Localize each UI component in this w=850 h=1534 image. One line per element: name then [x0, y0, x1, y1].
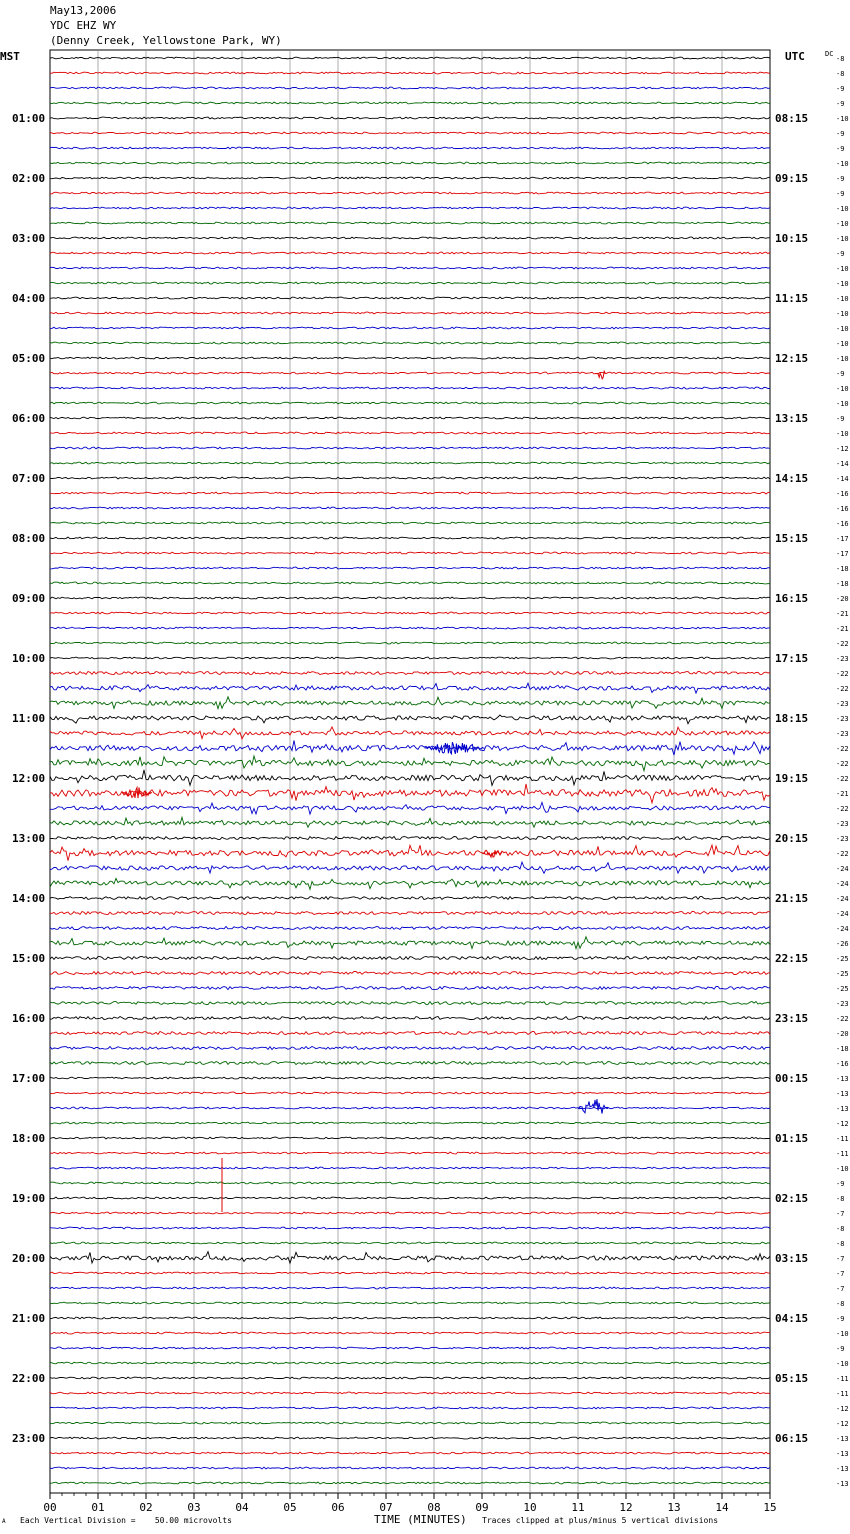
- dc-offset-label: -8: [836, 1240, 845, 1248]
- left-time-label: 11:00: [12, 712, 46, 725]
- dc-offset-label: -11: [836, 1150, 849, 1158]
- right-time-label: 16:15: [775, 592, 809, 605]
- x-tick-label: 10: [523, 1501, 537, 1514]
- dc-offset-label: -7: [836, 1210, 845, 1218]
- seismic-trace: [50, 1182, 770, 1184]
- seismic-trace: [50, 1017, 770, 1020]
- left-time-label: 21:00: [12, 1312, 46, 1325]
- x-tick-label: 15: [763, 1501, 777, 1514]
- x-tick-label: 06: [331, 1501, 345, 1514]
- seismic-trace: [50, 57, 770, 59]
- seismic-trace: [50, 912, 770, 915]
- left-time-label: 09:00: [12, 592, 46, 605]
- seismic-trace: [50, 1032, 770, 1035]
- dc-offset-label: -22: [836, 640, 849, 648]
- dc-offset-label: -17: [836, 550, 849, 558]
- seismic-trace: [50, 642, 770, 644]
- seismic-trace: [50, 312, 770, 314]
- seismic-trace: [50, 802, 770, 814]
- dc-offset-label: -14: [836, 460, 849, 468]
- dc-offset-label: -10: [836, 400, 849, 408]
- header-location: (Denny Creek, Yellowstone Park, WY): [50, 34, 282, 47]
- dc-offset-label: -23: [836, 700, 849, 708]
- dc-offset-label: -22: [836, 745, 849, 753]
- x-axis-title: TIME (MINUTES): [374, 1513, 467, 1526]
- left-timezone-label: MST: [0, 50, 20, 63]
- right-time-label: 15:15: [775, 532, 809, 545]
- dc-offset-label: -18: [836, 565, 849, 573]
- dc-offset-label: -8: [836, 55, 845, 63]
- seismic-trace: [50, 162, 770, 164]
- x-tick-label: 00: [43, 1501, 57, 1514]
- left-time-label: 23:00: [12, 1432, 46, 1445]
- seismic-trace: [50, 697, 770, 709]
- dc-offset-label: -8: [836, 1300, 845, 1308]
- right-time-label: 22:15: [775, 952, 809, 965]
- seismic-trace: [50, 1107, 770, 1109]
- dc-offset-label: -21: [836, 790, 849, 798]
- dc-offset-label: -24: [836, 910, 849, 918]
- dc-offset-label: -9: [836, 100, 845, 108]
- dc-offset-label: -16: [836, 1060, 849, 1068]
- dc-offset-label: -16: [836, 490, 849, 498]
- seismic-trace: [50, 1422, 770, 1424]
- seismic-trace: [50, 1392, 770, 1394]
- left-time-label: 15:00: [12, 952, 46, 965]
- seismic-trace: [50, 1227, 770, 1229]
- left-time-label: 20:00: [12, 1252, 46, 1265]
- dc-offset-label: -24: [836, 865, 849, 873]
- left-time-label: 04:00: [12, 292, 46, 305]
- chart-grid: [50, 50, 770, 1493]
- seismic-trace: [50, 87, 770, 89]
- dc-offset-label: -10: [836, 1165, 849, 1173]
- dc-offset-label: -22: [836, 760, 849, 768]
- seismic-trace: [50, 327, 770, 329]
- plot-frame: [50, 50, 770, 1493]
- seismic-trace: [50, 537, 770, 539]
- seismic-trace: [50, 357, 770, 359]
- header-station: YDC EHZ WY: [50, 19, 117, 32]
- right-time-label: 23:15: [775, 1012, 809, 1025]
- dc-offset-label: -14: [836, 475, 849, 483]
- dc-offset-label: -13: [836, 1480, 849, 1488]
- seismic-trace: [50, 462, 770, 464]
- seismic-trace: [50, 1407, 770, 1409]
- dc-offset-label: -9: [836, 1180, 845, 1188]
- dc-offset-label: -12: [836, 1120, 849, 1128]
- left-time-label: 01:00: [12, 112, 46, 125]
- seismic-trace: [50, 972, 770, 975]
- seismic-trace: [50, 342, 770, 344]
- x-tick-label: 05: [283, 1501, 297, 1514]
- axis-labels: [12, 55, 849, 1514]
- seismic-trace: [50, 552, 770, 554]
- dc-offset-label: -20: [836, 1030, 849, 1038]
- seismic-trace: [50, 1152, 770, 1154]
- dc-offset-label: -10: [836, 205, 849, 213]
- dc-offset-label: -9: [836, 1345, 845, 1353]
- dc-offset-label: -10: [836, 115, 849, 123]
- seismic-trace: [50, 147, 770, 149]
- right-time-label: 04:15: [775, 1312, 809, 1325]
- seismic-trace: [50, 507, 770, 509]
- dc-offset-label: -17: [836, 535, 849, 543]
- seismic-trace: [50, 897, 770, 900]
- dc-offset-label: -8: [836, 1195, 845, 1203]
- seismic-trace: [50, 657, 770, 659]
- dc-offset-label: -10: [836, 355, 849, 363]
- dc-offset-label: -12: [836, 1420, 849, 1428]
- seismic-event: [122, 787, 152, 798]
- dc-offset-label: -13: [836, 1435, 849, 1443]
- seismic-trace: [50, 1092, 770, 1094]
- seismic-trace: [50, 237, 770, 239]
- seismic-trace: [50, 1437, 770, 1439]
- seismic-trace: [50, 1452, 770, 1454]
- seismic-trace: [50, 770, 770, 786]
- dc-offset-label: -23: [836, 1000, 849, 1008]
- x-tick-label: 08: [427, 1501, 441, 1514]
- dc-offset-label: -9: [836, 190, 845, 198]
- right-time-label: 03:15: [775, 1252, 809, 1265]
- dc-offset-label: -7: [836, 1285, 845, 1293]
- dc-offset-label: -12: [836, 445, 849, 453]
- dc-offset-label: -20: [836, 595, 849, 603]
- dc-offset-label: -10: [836, 340, 849, 348]
- dc-offset-label: -10: [836, 1330, 849, 1338]
- dc-offset-label: -22: [836, 685, 849, 693]
- right-time-label: 06:15: [775, 1432, 809, 1445]
- seismic-trace: [50, 222, 770, 224]
- left-time-label: 07:00: [12, 472, 46, 485]
- seismic-trace: [50, 387, 770, 389]
- dc-offset-label: -25: [836, 970, 849, 978]
- seismic-trace: [50, 492, 770, 494]
- seismic-trace: [50, 1212, 770, 1214]
- dc-offset-label: -10: [836, 1360, 849, 1368]
- dc-offset-label: -10: [836, 385, 849, 393]
- seismic-trace: [50, 447, 770, 449]
- left-time-label: 06:00: [12, 412, 46, 425]
- seismic-trace: [50, 282, 770, 284]
- seismic-trace: [50, 672, 770, 675]
- dc-offset-label: -9: [836, 250, 845, 258]
- dc-offset-label: -13: [836, 1465, 849, 1473]
- dc-offset-label: -10: [836, 325, 849, 333]
- dc-offset-label: -21: [836, 625, 849, 633]
- dc-offset-label: -13: [836, 1450, 849, 1458]
- dc-offset-label: -10: [836, 310, 849, 318]
- corner-mark: A: [2, 1518, 6, 1525]
- dc-offset-label: -23: [836, 820, 849, 828]
- seismic-trace: [50, 1122, 770, 1124]
- seismic-trace: [50, 1002, 770, 1005]
- seismic-trace: [50, 192, 770, 194]
- seismic-trace: [50, 845, 770, 861]
- seismic-trace: [50, 612, 770, 614]
- header-date: May13,2006: [50, 4, 117, 17]
- seismic-trace: [50, 1467, 770, 1469]
- right-time-label: 11:15: [775, 292, 809, 305]
- dc-offset-label: -18: [836, 1045, 849, 1053]
- x-tick-label: 11: [571, 1501, 585, 1514]
- left-time-label: 17:00: [12, 1072, 46, 1085]
- clip-note: Traces clipped at plus/minus 5 vertical divisions: [482, 1516, 719, 1525]
- dc-offset-label: -11: [836, 1390, 849, 1398]
- left-time-label: 02:00: [12, 172, 46, 185]
- left-time-label: 14:00: [12, 892, 46, 905]
- seismic-trace: [50, 297, 770, 299]
- x-tick-label: 13: [667, 1501, 681, 1514]
- x-tick-label: 04: [235, 1501, 249, 1514]
- dc-offset-label: -11: [836, 1135, 849, 1143]
- dc-offset-label: -16: [836, 520, 849, 528]
- seismic-trace: [50, 817, 770, 827]
- dc-offset-label: -7: [836, 1255, 845, 1263]
- right-time-label: 01:15: [775, 1132, 809, 1145]
- right-time-label: 19:15: [775, 772, 809, 785]
- seismic-trace: [50, 1482, 770, 1484]
- seismic-trace: [50, 372, 770, 374]
- seismic-trace: [50, 1252, 770, 1264]
- left-time-label: 19:00: [12, 1192, 46, 1205]
- seismic-trace: [50, 1377, 770, 1379]
- seismic-trace: [50, 117, 770, 119]
- x-tick-label: 03: [187, 1501, 201, 1514]
- right-time-label: 17:15: [775, 652, 809, 665]
- dc-offset-label: -24: [836, 925, 849, 933]
- dc-offset-label: -21: [836, 610, 849, 618]
- seismic-trace: [50, 207, 770, 209]
- seismic-trace: [50, 522, 770, 524]
- seismic-trace: [50, 567, 770, 569]
- right-time-label: 21:15: [775, 892, 809, 905]
- seismic-trace: [50, 715, 770, 724]
- dc-offset-label: -23: [836, 730, 849, 738]
- seismic-trace: [50, 937, 770, 949]
- seismic-trace: [50, 252, 770, 254]
- seismic-trace: [50, 987, 770, 990]
- seismic-trace: [50, 132, 770, 134]
- right-time-label: 09:15: [775, 172, 809, 185]
- right-time-label: 05:15: [775, 1372, 809, 1385]
- seismic-trace: [50, 784, 770, 803]
- seismic-trace: [50, 1077, 770, 1079]
- dc-offset-label: -9: [836, 130, 845, 138]
- dc-offset-label: -9: [836, 175, 845, 183]
- seismic-trace: [50, 417, 770, 419]
- x-tick-label: 07: [379, 1501, 393, 1514]
- dc-offset-label: -18: [836, 580, 849, 588]
- dc-offset-label: -10: [836, 235, 849, 243]
- dc-offset-label: -10: [836, 430, 849, 438]
- left-time-label: 08:00: [12, 532, 46, 545]
- right-timezone-label: UTC: [785, 50, 805, 63]
- dc-offset-label: -8: [836, 1225, 845, 1233]
- seismic-trace: [50, 1137, 770, 1139]
- seismic-trace: [50, 72, 770, 74]
- seismic-trace: [50, 1347, 770, 1349]
- seismic-trace: [50, 1272, 770, 1274]
- dc-offset-label: -24: [836, 895, 849, 903]
- dc-offset-label: -22: [836, 775, 849, 783]
- seismic-trace: [50, 267, 770, 269]
- seismic-trace: [50, 1362, 770, 1364]
- dc-offset-label: -8: [836, 70, 845, 78]
- seismic-trace: [50, 1062, 770, 1065]
- seismic-trace: [50, 1047, 770, 1050]
- right-time-label: 02:15: [775, 1192, 809, 1205]
- dc-offset-label: -10: [836, 295, 849, 303]
- left-time-label: 13:00: [12, 832, 46, 845]
- seismic-trace: [50, 477, 770, 479]
- x-tick-label: 01: [91, 1501, 105, 1514]
- dc-offset-label: -9: [836, 145, 845, 153]
- dc-offset-label: -12: [836, 1405, 849, 1413]
- right-time-label: 18:15: [775, 712, 809, 725]
- seismic-trace: [50, 1317, 770, 1319]
- dc-offset-label: -9: [836, 415, 845, 423]
- seismic-trace: [50, 727, 770, 739]
- dc-offset-label: -9: [836, 1315, 845, 1323]
- seismic-trace: [50, 878, 770, 889]
- seismic-trace: [50, 1332, 770, 1334]
- seismic-trace: [50, 957, 770, 960]
- dc-offset-label: -7: [836, 1270, 845, 1278]
- left-time-label: 18:00: [12, 1132, 46, 1145]
- right-time-label: 13:15: [775, 412, 809, 425]
- left-time-label: 05:00: [12, 352, 46, 365]
- dc-offset-label: -11: [836, 1375, 849, 1383]
- seismic-event: [578, 1099, 608, 1113]
- seismic-trace: [50, 627, 770, 629]
- x-tick-label: 14: [715, 1501, 729, 1514]
- left-time-label: 03:00: [12, 232, 46, 245]
- seismic-trace: [50, 597, 770, 599]
- seismic-trace: [50, 432, 770, 434]
- dc-offset-label: -13: [836, 1075, 849, 1083]
- x-tick-label: 02: [139, 1501, 153, 1514]
- seismic-trace: [50, 102, 770, 104]
- dc-offset-label: -22: [836, 1015, 849, 1023]
- seismic-trace: [50, 862, 770, 873]
- left-time-label: 16:00: [12, 1012, 46, 1025]
- seismic-event: [424, 742, 484, 754]
- right-time-label: 20:15: [775, 832, 809, 845]
- dc-offset-label: -13: [836, 1090, 849, 1098]
- x-tick-label: 12: [619, 1501, 633, 1514]
- right-time-label: 00:15: [775, 1072, 809, 1085]
- dc-offset-label: -10: [836, 265, 849, 273]
- right-time-label: 10:15: [775, 232, 809, 245]
- dc-offset-label: -13: [836, 1105, 849, 1113]
- seismic-trace: [50, 756, 770, 771]
- dc-offset-label: -23: [836, 835, 849, 843]
- seismic-trace: [50, 402, 770, 404]
- dc-offset-label: -25: [836, 955, 849, 963]
- dc-offset-label: -23: [836, 715, 849, 723]
- seismic-trace: [50, 177, 770, 179]
- seismic-trace: [50, 582, 770, 584]
- dc-offset-label: -10: [836, 160, 849, 168]
- x-tick-label: 09: [475, 1501, 489, 1514]
- dc-offset-label: -10: [836, 280, 849, 288]
- dc-offset-label: -24: [836, 880, 849, 888]
- seismic-trace: [50, 683, 770, 693]
- dc-offset-label: -22: [836, 850, 849, 858]
- dc-offset-label: -22: [836, 805, 849, 813]
- trace-group: [50, 57, 770, 1484]
- dc-label: DC: [825, 50, 834, 58]
- left-time-label: 12:00: [12, 772, 46, 785]
- dc-offset-label: -9: [836, 85, 845, 93]
- dc-offset-label: -25: [836, 985, 849, 993]
- dc-offset-label: -22: [836, 670, 849, 678]
- left-time-label: 22:00: [12, 1372, 46, 1385]
- seismic-trace: [50, 1167, 770, 1169]
- right-time-label: 08:15: [775, 112, 809, 125]
- seismic-trace: [50, 1197, 770, 1199]
- dc-offset-label: -16: [836, 505, 849, 513]
- seismic-trace: [50, 927, 770, 930]
- seismic-trace: [50, 837, 770, 840]
- right-time-label: 12:15: [775, 352, 809, 365]
- scale-note: Each Vertical Division = 50.00 microvolts: [20, 1516, 232, 1525]
- dc-offset-label: -26: [836, 940, 849, 948]
- seismic-trace: [50, 1287, 770, 1289]
- right-time-label: 14:15: [775, 472, 809, 485]
- dc-offset-label: -10: [836, 220, 849, 228]
- seismic-trace: [50, 740, 770, 755]
- dc-offset-label: -23: [836, 655, 849, 663]
- seismic-trace: [50, 1302, 770, 1304]
- dc-offset-label: -9: [836, 370, 845, 378]
- seismic-trace: [50, 1242, 770, 1244]
- left-time-label: 10:00: [12, 652, 46, 665]
